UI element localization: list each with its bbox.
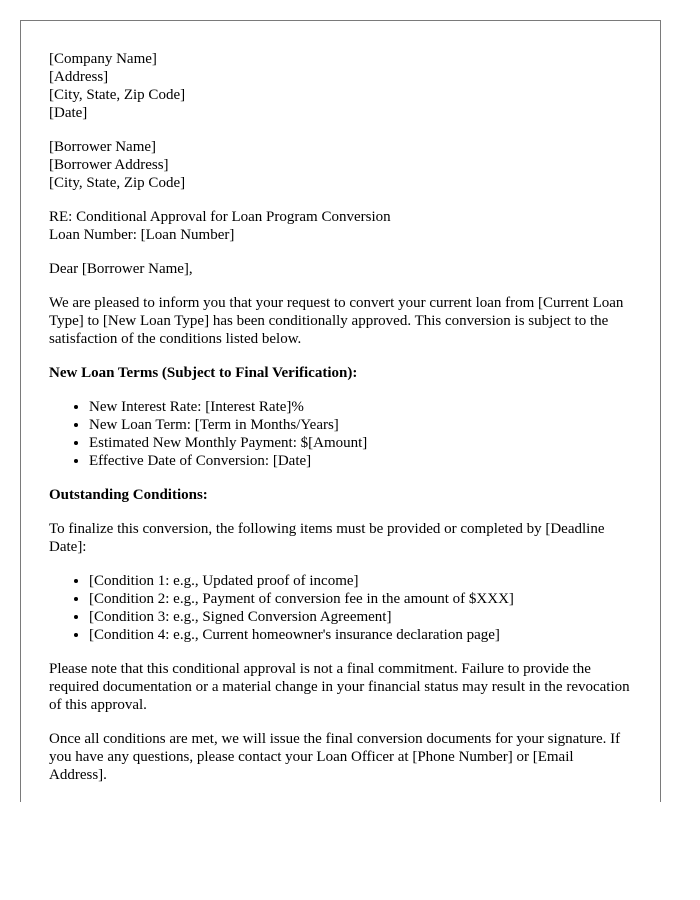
list-item: • [Condition 4: e.g., Current homeowner's insurance declaration page]	[89, 626, 632, 644]
re-line: RE: Conditional Approval for Loan Program Conversion	[49, 209, 391, 225]
list-item: • [Condition 2: e.g., Payment of conversion fee in the amount of $XXX]	[89, 590, 632, 608]
letter-date: [Date]	[49, 105, 88, 121]
terms-heading: New Loan Terms (Subject to Final Verification):	[49, 365, 358, 381]
salutation: Dear [Borrower Name],	[49, 261, 193, 277]
reference-block	[49, 208, 632, 244]
conditions-list	[49, 572, 632, 644]
sender-block	[49, 50, 632, 122]
list-item: • New Loan Term: [Term in Months/Years]	[89, 416, 632, 434]
terms-list	[49, 398, 632, 470]
borrower-city-state-zip: [City, State, Zip Code]	[49, 175, 186, 191]
letter-page	[20, 20, 661, 802]
company-address: [Address]	[49, 69, 109, 85]
borrower-name: [Borrower Name]	[49, 139, 157, 155]
list-item: • Estimated New Monthly Payment: $[Amount]	[89, 434, 632, 452]
list-item: • New Interest Rate: [Interest Rate]%	[89, 398, 632, 416]
closing-paragraph: Once all conditions are met, we will issue the final conversion documents for your signature. If you have any questions, please contact your Loan Officer at [Phone Number] or [Email Address].	[49, 731, 621, 783]
recipient-block	[49, 138, 632, 192]
list-item: • Effective Date of Conversion: [Date]	[89, 452, 632, 470]
note-paragraph: Please note that this conditional approval is not a final commitment. Failure to provide the required documentation or a material change in your financial status may result in the revocation of this approval.	[49, 661, 630, 713]
company-city-state-zip: [City, State, Zip Code]	[49, 87, 186, 103]
borrower-address: [Borrower Address]	[49, 157, 169, 173]
intro-paragraph: We are pleased to inform you that your request to convert your current loan from [Current Loan Type] to [New Loan Type] has been conditionally approved. This conversion is subject to the satisfaction of the conditions listed below.	[49, 295, 624, 347]
conditions-heading: Outstanding Conditions:	[49, 487, 208, 503]
list-item: • [Condition 3: e.g., Signed Conversion Agreement]	[89, 608, 632, 626]
list-item: • [Condition 1: e.g., Updated proof of income]	[89, 572, 632, 590]
company-name: [Company Name]	[49, 51, 157, 67]
conditions-intro: To finalize this conversion, the following items must be provided or completed by [Deadline Date]:	[49, 521, 605, 555]
loan-number: Loan Number: [Loan Number]	[49, 227, 235, 243]
